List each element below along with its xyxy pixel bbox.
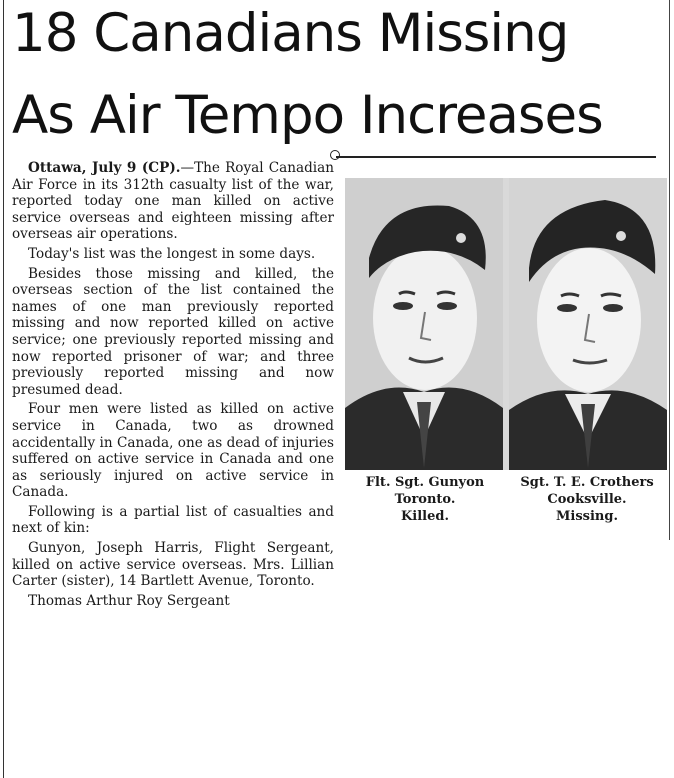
photo-captions bbox=[345, 474, 667, 534]
caption-status: Killed. bbox=[400, 509, 449, 524]
caption-city: Toronto. bbox=[394, 492, 456, 507]
paragraph-text: —The Royal Canadian Air Force in its 312th casualty list of the war, reported today one man killed on active service overseas and eighteen missing after overseas air operations. bbox=[12, 160, 335, 243]
portrait-photo-crothers bbox=[509, 178, 667, 470]
dateline: Ottawa, July 9 (CP). bbox=[28, 160, 181, 176]
caption-status: Missing. bbox=[556, 509, 618, 524]
article-paragraph: Gunyon, Joseph Harris, Flight Sergeant, killed on active service overseas. Mrs. Lillian Carter (sister), 14 Bartlett Avenue, Toronto. bbox=[12, 540, 334, 590]
column-rule bbox=[336, 156, 656, 158]
portrait-photos bbox=[345, 178, 667, 470]
article-paragraph bbox=[12, 160, 334, 243]
caption-crothers bbox=[507, 474, 667, 525]
article-paragraph: Besides those missing and killed, the overseas section of the list contained the names of one man previously reported missing and now reported killed on active service; one previously reported missing and now reported prisoner of war; and three previously reported missing and now presumed dead. bbox=[12, 265, 334, 398]
article-paragraph: Today's list was the longest in some days. bbox=[28, 245, 316, 262]
rule-ornament bbox=[330, 150, 340, 160]
right-border-line bbox=[669, 0, 670, 540]
caption-name: Flt. Sgt. Gunyon bbox=[365, 475, 485, 490]
headline-line-1: 18 Canadians Missing bbox=[12, 3, 569, 64]
headline-line-2: As Air Tempo Increases bbox=[12, 85, 603, 146]
article-paragraph: Four men were listed as killed on active service in Canada, two as drowned accidentally in Canada, one as dead of injuries suffered on active service in Canada and one as seriously injured on active service in Canada. bbox=[12, 401, 334, 501]
left-border-line bbox=[3, 0, 4, 778]
caption-city: Cooksville. bbox=[547, 492, 627, 507]
caption-name: Sgt. T. E. Crothers bbox=[520, 475, 654, 490]
article-body bbox=[12, 160, 334, 612]
portrait-photo-gunyon bbox=[345, 178, 503, 470]
article-paragraph: Thomas Arthur Roy Sergeant bbox=[28, 592, 230, 609]
article-paragraph: Following is a partial list of casualties and next of kin: bbox=[12, 503, 334, 537]
caption-gunyon bbox=[345, 474, 505, 525]
